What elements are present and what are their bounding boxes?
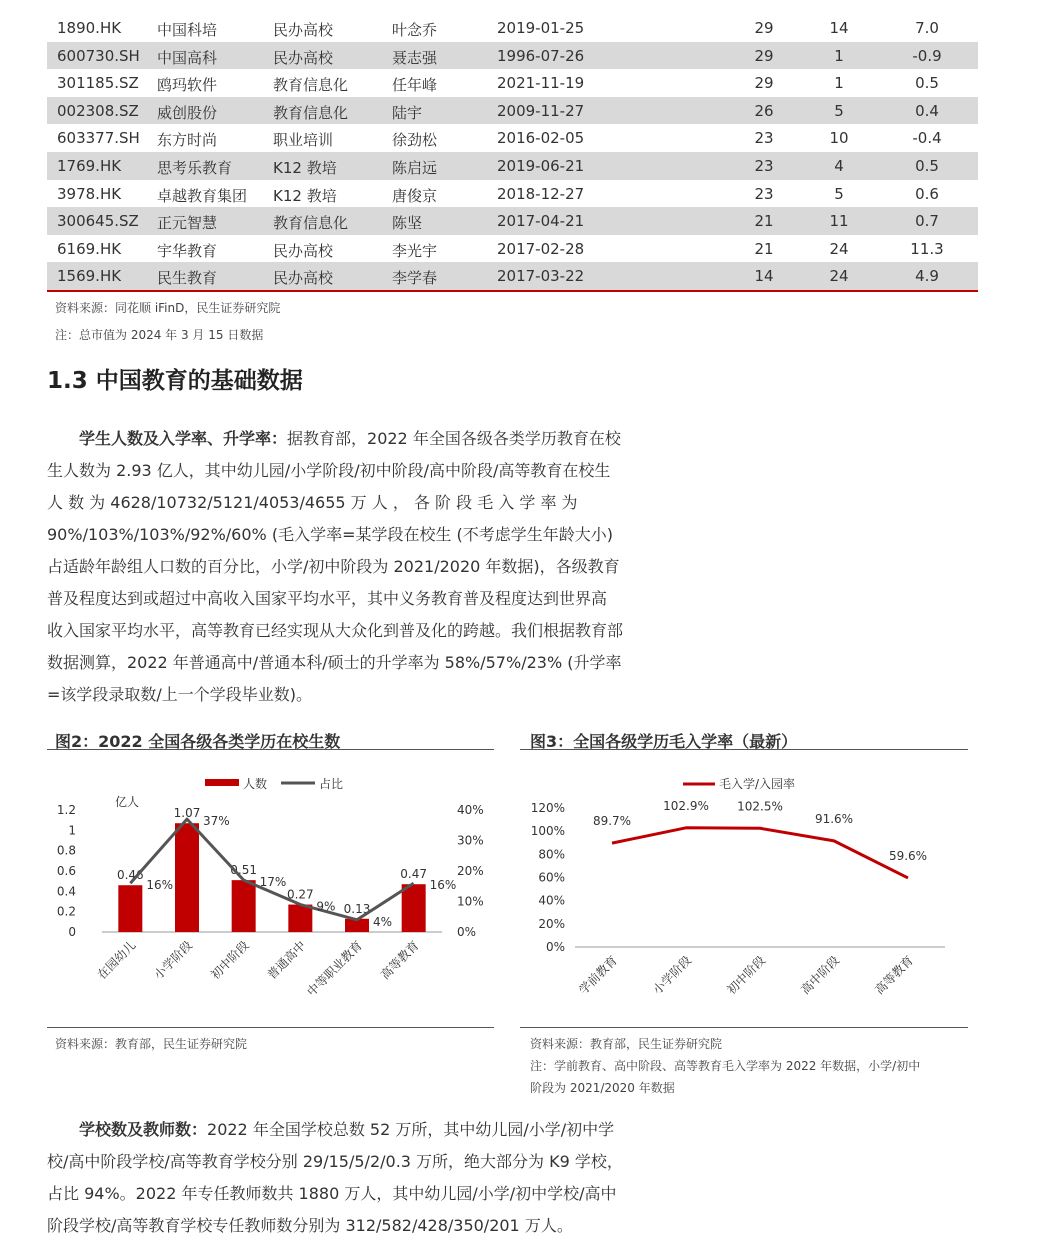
fig3-source: 资料来源：教育部，民生证券研究院 <box>530 1037 723 1051</box>
table-cell-code: 1890.HK <box>57 19 122 37</box>
line-data-label: 16% <box>429 878 457 893</box>
table-cell-v1: 29 <box>754 19 774 37</box>
table-cell-sector: 教育信息化 <box>273 76 349 95</box>
fig2-bottom-rule <box>47 1027 494 1028</box>
fig3-chart <box>520 760 968 1022</box>
left-axis-tick: 0.8 <box>56 843 76 858</box>
table-cell-v3: 0.4 <box>915 101 939 120</box>
category-label: 学前教育 <box>576 953 621 998</box>
paragraph-schools <box>47 1114 677 1242</box>
table-cell-name: 中国高科 <box>157 48 218 67</box>
table-cell-v1: 23 <box>754 184 774 203</box>
paragraph-lead: 学校数及教师数： <box>79 1120 208 1139</box>
table-row <box>47 262 978 290</box>
table-cell-sector: K12 教培 <box>273 158 337 177</box>
table-cell-name: 中国科培 <box>157 21 218 39</box>
table-cell-v2: 10 <box>829 129 849 148</box>
table-cell-name: 东方时尚 <box>157 131 218 150</box>
bar <box>232 880 256 932</box>
paragraph-line: 90%/103%/103%/92%/60% (毛入学率=某学段在校生 (不考虑学生年龄大小) <box>47 525 614 544</box>
table-cell-v2: 24 <box>829 267 849 286</box>
table-cell-chairman: 陆宇 <box>392 103 423 122</box>
category-label: 高等教育 <box>377 938 422 983</box>
table-cell-code: 1769.HK <box>57 156 122 175</box>
y-axis-tick: 120% <box>530 801 565 815</box>
legend-label-line: 占比 <box>319 777 344 791</box>
table-cell-name: 正元智慧 <box>157 214 218 233</box>
y-axis-tick: 60% <box>538 870 565 885</box>
right-axis-tick: 30% <box>457 833 484 848</box>
table-cell-date: 2018-12-27 <box>497 184 585 203</box>
y-axis-tick: 0% <box>545 940 565 954</box>
left-axis-tick: 1.2 <box>56 803 76 817</box>
y-axis-tick: 20% <box>538 916 565 931</box>
line-data-label: 102.5% <box>737 799 783 814</box>
fig3-bottom-rule <box>520 1027 968 1028</box>
table-cell-name: 威创股份 <box>157 103 218 122</box>
table-cell-v2: 11 <box>829 212 849 231</box>
left-axis-tick: 1 <box>68 823 76 838</box>
table-cell-code: 1569.HK <box>57 267 122 286</box>
category-label: 小学阶段 <box>151 938 196 983</box>
table-cell-v2: 5 <box>834 101 844 120</box>
table-cell-code: 002308.SZ <box>57 101 139 120</box>
table-row <box>47 14 978 42</box>
category-label: 小学阶段 <box>650 953 695 998</box>
paragraph-line: 生人数为 2.93 亿人，其中幼儿园/小学阶段/初中阶段/高中阶段/高等教育在校生 <box>47 461 611 480</box>
table-cell-v3: 0.5 <box>915 156 939 175</box>
category-label: 高等教育 <box>872 953 917 998</box>
bar <box>118 885 142 932</box>
y-axis-tick: 100% <box>530 824 565 839</box>
left-axis-tick: 0.2 <box>56 904 76 919</box>
table-cell-code: 301185.SZ <box>57 74 139 93</box>
table-cell-v2: 14 <box>829 19 849 37</box>
paragraph-line: 据教育部，2022 年全国各级各类学历教育在校 <box>287 429 621 448</box>
table-cell-sector: 职业培训 <box>273 131 334 150</box>
table-bottom-rule <box>47 290 978 292</box>
paragraph-line: 阶段学校/高等教育学校专任教师数分别为 312/582/428/350/201 万人。 <box>47 1216 573 1235</box>
table-row <box>47 42 978 70</box>
table-cell-sector: 民办高校 <box>273 48 334 67</box>
table-row <box>47 235 978 263</box>
paragraph-line: 收入国家平均水平，高等教育已经实现从大众化到普及化的跨越。我们根据教育部 <box>47 621 624 640</box>
y-axis-tick: 40% <box>538 893 565 908</box>
table-cell-v1: 23 <box>754 156 774 175</box>
line-data-label: 91.6% <box>814 811 854 826</box>
paragraph-line: 占比 94%。2022 年专任教师数共 1880 万人，其中幼儿园/小学/初中学校/高中 <box>47 1184 617 1203</box>
paragraph-line: 数据测算，2022 年普通高中/普通本科/硕士的升学率为 58%/57%/23% (升学率 <box>47 653 622 672</box>
right-axis-tick: 40% <box>457 803 484 817</box>
bar-data-label: 0.46 <box>116 868 144 883</box>
table-cell-v2: 5 <box>834 184 844 203</box>
table-cell-chairman: 唐俊京 <box>392 186 438 205</box>
table-cell-sector: 民办高校 <box>273 269 334 288</box>
fig2-title: 图2：2022 全国各级各类学历在校生数 <box>55 732 341 751</box>
bar <box>288 905 312 932</box>
table-cell-v2: 24 <box>829 239 849 258</box>
table-source: 资料来源：同花顺 iFinD，民生证券研究院 <box>55 301 281 315</box>
table-cell-sector: 民办高校 <box>273 21 334 39</box>
table-cell-sector: 教育信息化 <box>273 214 349 233</box>
category-label: 高中阶段 <box>798 953 843 998</box>
paragraph-lead: 学生人数及入学率、升学率： <box>79 429 288 448</box>
line-data-label: 4% <box>373 914 393 929</box>
paragraph-line: 占适龄年龄组人口数的百分比，小学/初中阶段为 2021/2020 年数据)，各级教育 <box>47 557 620 576</box>
left-axis-tick: 0 <box>68 925 76 939</box>
table-cell-v3: 7.0 <box>915 19 939 37</box>
category-label: 初中阶段 <box>724 953 769 998</box>
section-title: 1.3 中国教育的基础数据 <box>47 368 303 394</box>
table-cell-v3: -0.4 <box>912 129 942 148</box>
legend-swatch-bars <box>205 779 239 786</box>
table-cell-code: 3978.HK <box>57 184 122 203</box>
fig3-note-line: 注：学前教育、高中阶段、高等教育毛入学率为 2022 年数据，小学/初中 <box>530 1059 921 1073</box>
table-cell-v1: 14 <box>754 267 774 286</box>
bar-data-label: 0.13 <box>343 901 371 916</box>
bar-data-label: 0.51 <box>230 863 258 878</box>
table-cell-v3: 4.9 <box>915 267 939 286</box>
category-label: 中等职业教育 <box>304 938 366 1000</box>
table-cell-sector: 教育信息化 <box>273 103 349 122</box>
table-cell-date: 2019-06-21 <box>497 156 585 175</box>
right-axis-tick: 0% <box>457 925 477 939</box>
table-cell-date: 2009-11-27 <box>497 101 585 120</box>
legend-label-bars: 人数 <box>243 777 268 791</box>
table-cell-name: 民生教育 <box>157 269 218 288</box>
table-cell-code: 603377.SH <box>57 129 140 148</box>
table-cell-date: 2017-02-28 <box>497 239 585 258</box>
y-axis-tick: 80% <box>538 847 565 862</box>
table-cell-v1: 26 <box>754 101 774 120</box>
left-axis-tick: 0.4 <box>56 884 76 899</box>
bar-data-label: 0.47 <box>400 867 428 882</box>
share-series-line <box>130 819 413 920</box>
left-axis-tick: 0.6 <box>56 864 76 878</box>
table-cell-chairman: 陈启远 <box>392 158 438 177</box>
left-axis-unit: 亿人 <box>115 795 140 809</box>
table-cell-v3: 11.3 <box>910 239 944 258</box>
bar-data-label: 0.27 <box>286 887 314 902</box>
table-cell-v1: 21 <box>754 239 774 258</box>
line-data-label: 89.7% <box>592 814 632 829</box>
category-label: 初中阶段 <box>207 938 252 983</box>
paragraph-line: 2022 年全国学校总数 52 万所，其中幼儿园/小学/初中学 <box>207 1120 615 1139</box>
table-row <box>47 97 978 125</box>
fig3-note-line: 阶段为 2021/2020 年数据 <box>530 1081 675 1095</box>
table-cell-chairman: 聂志强 <box>392 48 438 67</box>
table-cell-v1: 29 <box>754 74 774 93</box>
table-cell-v2: 4 <box>834 156 844 175</box>
table-cell-date: 2021-11-19 <box>497 74 585 93</box>
fig2-source: 资料来源：教育部，民生证券研究院 <box>55 1037 248 1051</box>
category-label: 在园幼儿 <box>94 938 139 983</box>
table-cell-name: 思考乐教育 <box>157 158 233 177</box>
company-table <box>47 14 978 290</box>
table-cell-chairman: 任年峰 <box>392 76 438 95</box>
fig2-chart <box>47 760 494 1022</box>
category-label: 普通高中 <box>264 938 309 983</box>
paragraph-students <box>47 423 677 711</box>
table-cell-name: 宇华教育 <box>157 241 218 260</box>
line-data-label: 9% <box>316 899 336 914</box>
table-cell-sector: 民办高校 <box>273 241 334 260</box>
paragraph-line: 校/高中阶段学校/高等教育学校分别 29/15/5/2/0.3 万所，绝大部分为 K9 学校， <box>47 1152 623 1171</box>
right-axis-tick: 20% <box>457 864 484 878</box>
table-cell-v1: 23 <box>754 129 774 148</box>
table-cell-chairman: 叶念乔 <box>392 21 438 39</box>
bar <box>175 823 199 932</box>
table-cell-date: 2019-01-25 <box>497 19 585 37</box>
table-cell-chairman: 陈坚 <box>392 214 423 233</box>
table-row <box>47 180 978 208</box>
table-cell-date: 1996-07-26 <box>497 46 585 65</box>
table-cell-code: 300645.SZ <box>57 212 139 231</box>
table-cell-v3: 0.6 <box>915 184 939 203</box>
paragraph-line: =该学段录取数/上一个学段毕业数)。 <box>47 685 313 704</box>
table-cell-code: 600730.SH <box>57 46 140 65</box>
table-cell-date: 2017-03-22 <box>497 267 585 286</box>
table-row <box>47 124 978 152</box>
table-cell-v1: 29 <box>754 46 774 65</box>
line-data-label: 59.6% <box>888 848 928 863</box>
table-row <box>47 69 978 97</box>
table-note: 注：总市值为 2024 年 3 月 15 日数据 <box>55 328 264 342</box>
table-cell-name: 卓越教育集团 <box>157 186 248 205</box>
table-cell-chairman: 李学春 <box>392 269 438 288</box>
table-cell-v3: 0.5 <box>915 74 939 93</box>
fig3-title: 图3：全国各级学历毛入学率（最新） <box>530 732 798 751</box>
table-cell-chairman: 徐劲松 <box>392 131 438 150</box>
enrollment-rate-line <box>612 828 908 878</box>
table-cell-v2: 1 <box>834 46 844 65</box>
line-data-label: 17% <box>259 875 287 890</box>
table-cell-sector: K12 教培 <box>273 186 337 205</box>
line-data-label: 37% <box>203 814 230 829</box>
table-cell-date: 2016-02-05 <box>497 129 585 148</box>
table-cell-date: 2017-04-21 <box>497 212 585 231</box>
table-cell-v1: 21 <box>754 212 774 231</box>
table-cell-code: 6169.HK <box>57 239 122 258</box>
bar <box>402 884 426 932</box>
table-row <box>47 207 978 235</box>
table-cell-chairman: 李光宇 <box>392 241 438 260</box>
legend-label-line: 毛入学/入园率 <box>719 777 796 791</box>
table-cell-v3: 0.7 <box>915 212 939 231</box>
paragraph-line: 普及程度达到或超过中高收入国家平均水平，其中义务教育普及程度达到世界高 <box>47 589 608 608</box>
fig3-top-rule <box>520 749 968 750</box>
table-row <box>47 152 978 180</box>
paragraph-line: 人 数 为 4628/10732/5121/4053/4655 万 人 ， 各 阶 段 毛 入 学 率 为 <box>47 493 578 512</box>
right-axis-tick: 10% <box>457 894 484 909</box>
line-data-label: 16% <box>146 878 174 893</box>
table-cell-v2: 1 <box>834 74 844 93</box>
table-cell-v3: -0.9 <box>912 46 942 65</box>
table-cell-name: 鸥玛软件 <box>157 76 218 95</box>
bar-data-label: 1.07 <box>173 806 201 821</box>
line-data-label: 102.9% <box>663 798 709 813</box>
fig2-top-rule <box>47 749 494 750</box>
